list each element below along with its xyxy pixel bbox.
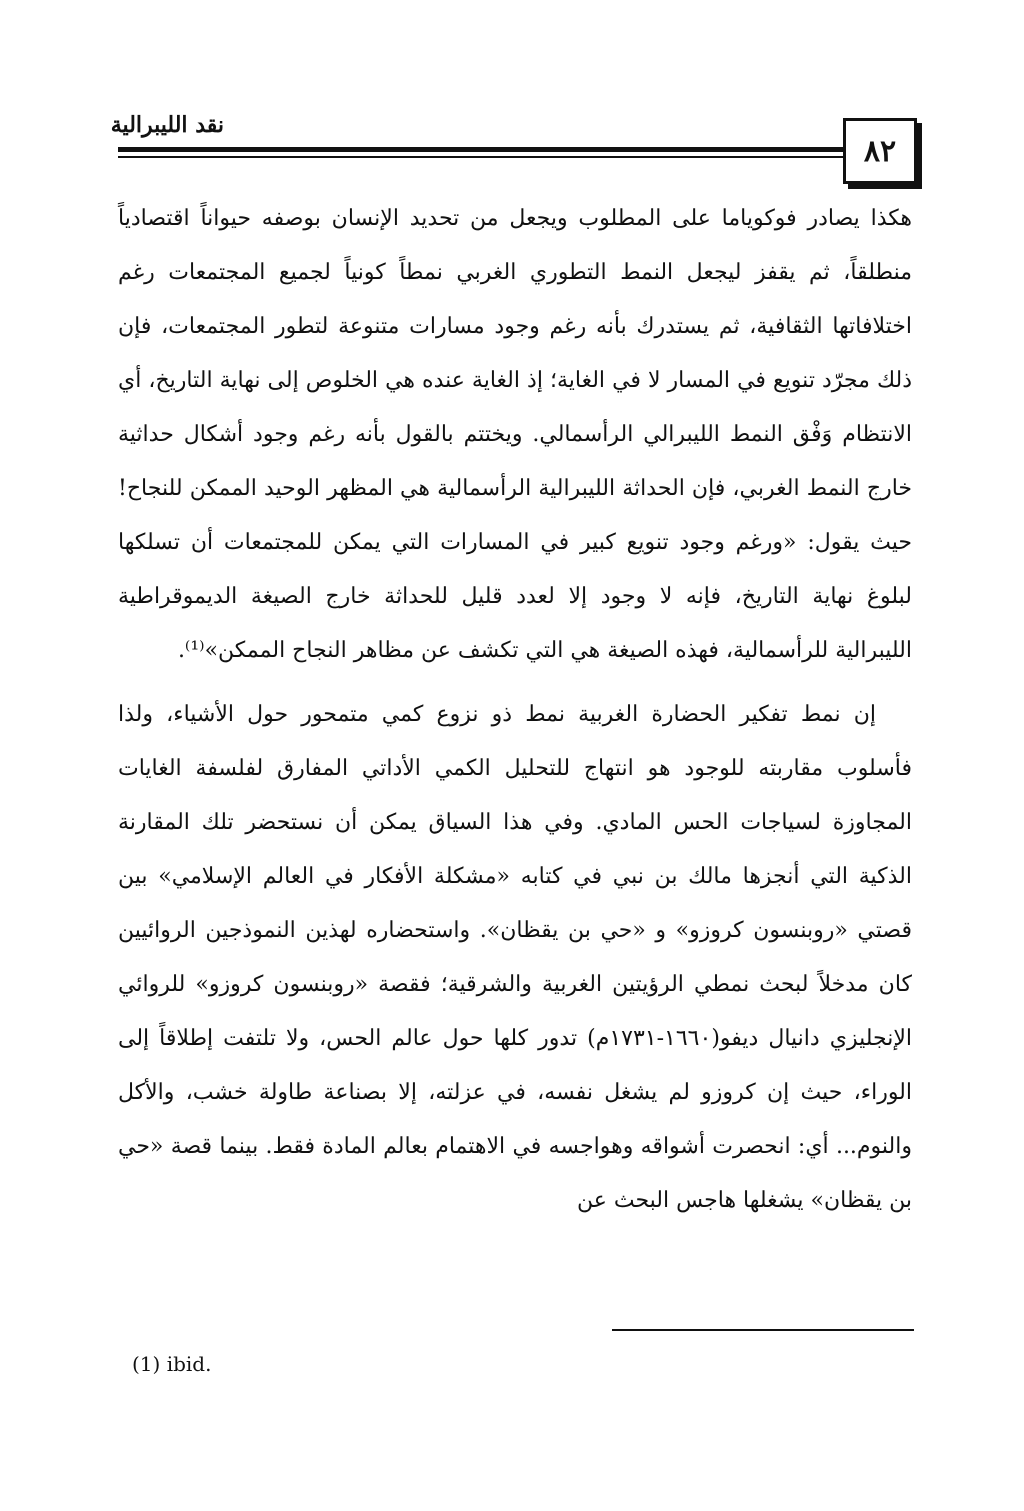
body-text (118, 192, 912, 1228)
page-number-box (843, 118, 917, 184)
running-title: نقد الليبرالية (110, 112, 224, 138)
header-rule-thick (118, 147, 843, 152)
page-header (0, 0, 1024, 200)
page-number: ٨٢ (863, 133, 897, 169)
footnote-1: (1) ibid. (132, 1352, 212, 1376)
paragraph-2: إن نمط تفكير الحضارة الغربية نمط ذو نزوع كمي متمحور حول الأشياء، ولذا فأسلوب مقاربته للوجود هو انتهاج للتحليل الكمي الأداتي المفارق لفلسفة الغايات المجاوزة لسياجات الحس المادي. وفي هذا السياق يمكن أن نستحضر تلك المقارنة الذكية التي أنجزها مالك بن نبي في كتابه «مشكلة الأفكار في العالم الإسلامي» بين قصتي «روبنسون كروزو» و «حي بن يقظان». واستحضاره لهذين النموذجين الروائيين كان مدخلاً لبحث نمطي الرؤيتين الغربية والشرقية؛ فقصة «روبنسون كروزو» للروائي الإنجليزي دانيال ديفو(١٦٦٠-١٧٣١م) تدور كلها حول عالم الحس، ولا تلتفت إطلاقاً إلى الوراء، حيث إن كروزو لم يشغل نفسه، في عزلته، إلا بصناعة طاولة خشب، والأكل والنوم... أي: انحصرت أشواقه وهواجسه في الاهتمام بعالم المادة فقط. بينما قصة «حي بن يقظان» يشغلها هاجس البحث عن (118, 702, 912, 1213)
header-rule-thin (118, 156, 843, 158)
footnote-separator (612, 1329, 914, 1331)
paragraph-1: هكذا يصادر فوكوياما على المطلوب ويجعل من تحديد الإنسان بوصفه حيواناً اقتصادياً منطلقاً، ثم يقفز ليجعل النمط التطوري الغربي نمطاً كونياً لجميع المجتمعات رغم اختلافاتها الثقافية، ثم يستدرك بأنه رغم وجود مسارات متنوعة لتطور المجتمعات، فإن ذلك مجرّد تنويع في المسار لا في الغاية؛ إذ الغاية عنده هي الخلوص إلى نهاية التاريخ، أي الانتظام وَفْق النمط الليبرالي الرأسمالي. ويختتم بالقول بأنه رغم وجود أشكال حداثية خارج النمط الغربي، فإن الحداثة الليبرالية الرأسمالية هي المظهر الوحيد الممكن للنجاح! حيث يقول: «ورغم وجود تنويع كبير في المسارات التي يمكن للمجتمعات أن تسلكها لبلوغ نهاية التاريخ، فإنه لا وجود إلا لعدد قليل للحداثة خارج الصيغة الديموقراطية الليبرالية للرأسمالية، فهذه الصيغة هي التي تكشف عن مظاهر النجاح الممكن»⁽¹⁾. (118, 206, 913, 663)
